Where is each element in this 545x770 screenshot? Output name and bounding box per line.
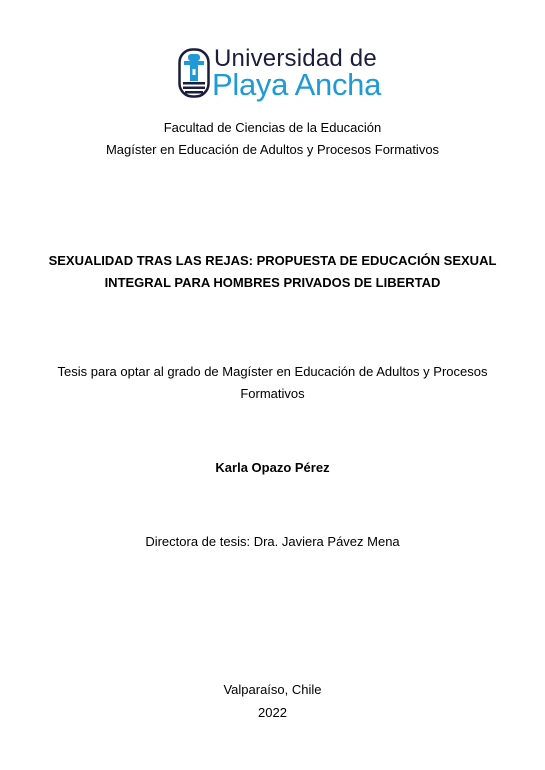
faculty-name: Facultad de Ciencias de la Educación xyxy=(163,120,382,135)
place: Valparaíso, Chile xyxy=(223,682,322,697)
lighthouse-icon xyxy=(178,48,210,100)
thesis-title-line-2: INTEGRAL PARA HOMBRES PRIVADOS DE LIBERTAD xyxy=(104,275,441,290)
logo-text-universidad: Universidad de xyxy=(214,45,377,72)
thesis-degree-line-2: Formativos xyxy=(240,386,305,401)
author-name: Karla Opazo Pérez xyxy=(215,460,330,475)
year: 2022 xyxy=(258,705,287,720)
thesis-title-line-1: SEXUALIDAD TRAS LAS REJAS: PROPUESTA DE EDUCACIÓN SEXUAL xyxy=(48,253,497,268)
university-logo xyxy=(178,46,388,102)
logo-text-playa-ancha: Playa Ancha xyxy=(212,67,382,102)
program-name: Magíster en Educación de Adultos y Procesos Formativos xyxy=(105,142,440,157)
thesis-director: Directora de tesis: Dra. Javiera Pávez Mena xyxy=(145,534,400,549)
thesis-degree-line-1: Tesis para optar al grado de Magíster en Educación de Adultos y Procesos xyxy=(57,364,488,379)
